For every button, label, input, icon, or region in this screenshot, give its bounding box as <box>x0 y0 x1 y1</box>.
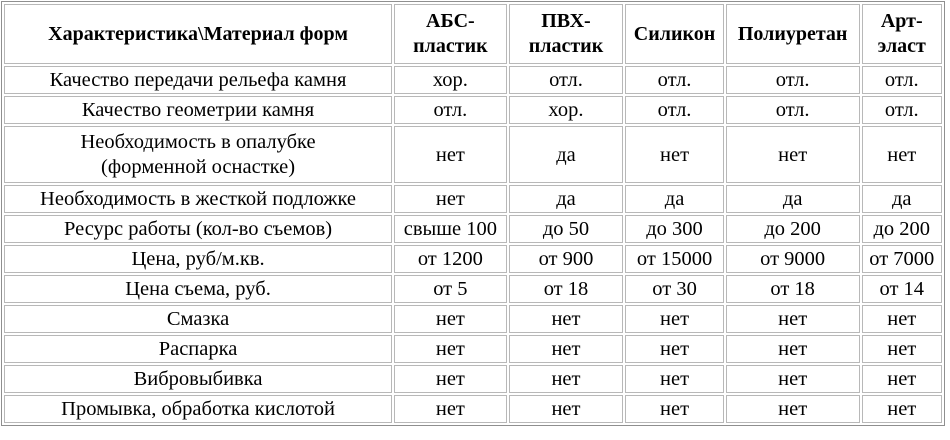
value-cell: да <box>726 185 860 213</box>
value-cell: нет <box>394 335 507 363</box>
value-cell: нет <box>726 335 860 363</box>
value-cell: нет <box>862 365 942 393</box>
row-label: Ресурс работы (кол-во съемов) <box>63 218 333 240</box>
row-label-cell <box>4 185 392 213</box>
value-cell: от 15000 <box>625 245 724 273</box>
row-label: Промывка, обработка кислотой <box>61 398 335 420</box>
row-label-cell <box>4 305 392 333</box>
value-cell: до 200 <box>726 215 860 243</box>
value-cell: отл. <box>509 66 624 94</box>
table-row <box>4 126 942 183</box>
value-cell: нет <box>862 305 942 333</box>
row-label-cell <box>4 365 392 393</box>
row-label: Качество передачи рельефа камня <box>49 69 347 91</box>
value-cell: отл. <box>625 66 724 94</box>
value-cell: от 7000 <box>862 245 942 273</box>
column-header-text: эласт <box>877 35 926 57</box>
column-header-pvc <box>509 4 624 64</box>
value-cell: нет <box>509 395 624 423</box>
value-cell: до 200 <box>862 215 942 243</box>
row-label-cell <box>4 66 392 94</box>
column-header-text: пластик <box>528 35 604 57</box>
row-label-cell <box>4 126 392 183</box>
value-cell: хор. <box>509 96 624 124</box>
column-header-text: Силикон <box>633 23 716 45</box>
row-label-cell <box>4 275 392 303</box>
value-cell: отл. <box>726 96 860 124</box>
table-row <box>4 305 942 333</box>
value-cell: до 300 <box>625 215 724 243</box>
row-label: Необходимость в опалубке <box>80 130 316 153</box>
row-label: Цена, руб/м.кв. <box>131 248 265 270</box>
column-header-text: Полиуретан <box>737 23 848 45</box>
value-cell: нет <box>726 305 860 333</box>
value-cell: от 18 <box>509 275 624 303</box>
value-cell: от 14 <box>862 275 942 303</box>
value-cell: нет <box>625 126 724 183</box>
value-cell: от 18 <box>726 275 860 303</box>
column-header-silicone <box>625 4 724 64</box>
value-cell: отл. <box>862 96 942 124</box>
column-header-text: пластик <box>413 35 488 57</box>
value-cell: отл. <box>394 96 507 124</box>
value-cell: нет <box>862 395 942 423</box>
value-cell: хор. <box>394 66 507 94</box>
row-label: Цена съема, руб. <box>125 278 271 300</box>
value-cell: нет <box>862 126 942 183</box>
row-label-cell <box>4 335 392 363</box>
table-row <box>4 245 942 273</box>
column-header-text: АБС- <box>426 10 475 32</box>
value-cell: нет <box>394 185 507 213</box>
value-cell: нет <box>726 126 860 183</box>
row-label: (форменной оснастке) <box>101 155 296 178</box>
corner-header-text: Характеристика\Материал форм <box>48 23 348 45</box>
table-row <box>4 96 942 124</box>
table-row <box>4 215 942 243</box>
row-label: Необходимость в жесткой подложке <box>40 188 357 210</box>
value-cell: да <box>625 185 724 213</box>
row-label-cell <box>4 96 392 124</box>
value-cell: от 5 <box>394 275 507 303</box>
value-cell: нет <box>862 335 942 363</box>
value-cell: от 1200 <box>394 245 507 273</box>
value-cell: да <box>862 185 942 213</box>
value-cell: отл. <box>726 66 860 94</box>
value-cell: до 50 <box>509 215 624 243</box>
value-cell: нет <box>726 395 860 423</box>
value-cell: нет <box>394 126 507 183</box>
table-row <box>4 395 942 423</box>
comparison-table <box>1 1 945 426</box>
column-header-polyurethane <box>726 4 860 64</box>
row-label-cell <box>4 395 392 423</box>
value-cell: от 900 <box>509 245 624 273</box>
value-cell: нет <box>625 335 724 363</box>
table-row <box>4 335 942 363</box>
column-header-text: ПВХ- <box>541 10 591 32</box>
column-header-art-elast <box>862 4 942 64</box>
value-cell: да <box>509 126 624 183</box>
value-cell: отл. <box>625 96 724 124</box>
value-cell: свыше 100 <box>394 215 507 243</box>
row-label: Распарка <box>158 338 238 360</box>
row-label: Смазка <box>166 308 230 330</box>
value-cell: нет <box>509 365 624 393</box>
value-cell: нет <box>509 305 624 333</box>
table-row <box>4 365 942 393</box>
row-label-cell <box>4 245 392 273</box>
value-cell: нет <box>394 395 507 423</box>
table-row <box>4 275 942 303</box>
value-cell: нет <box>625 305 724 333</box>
value-cell: нет <box>625 365 724 393</box>
value-cell: да <box>509 185 624 213</box>
header-row <box>4 4 942 64</box>
value-cell: нет <box>509 335 624 363</box>
corner-header-cell <box>4 4 392 64</box>
column-header-abs <box>394 4 507 64</box>
column-header-text: Арт- <box>880 10 923 32</box>
value-cell: отл. <box>862 66 942 94</box>
value-cell: нет <box>625 395 724 423</box>
row-label: Качество геометрии камня <box>81 99 315 121</box>
row-label: Вибровыбивка <box>133 368 263 390</box>
value-cell: нет <box>726 365 860 393</box>
value-cell: нет <box>394 365 507 393</box>
table-row <box>4 66 942 94</box>
value-cell: нет <box>394 305 507 333</box>
value-cell: от 30 <box>625 275 724 303</box>
table-row <box>4 185 942 213</box>
value-cell: от 9000 <box>726 245 860 273</box>
row-label-cell <box>4 215 392 243</box>
